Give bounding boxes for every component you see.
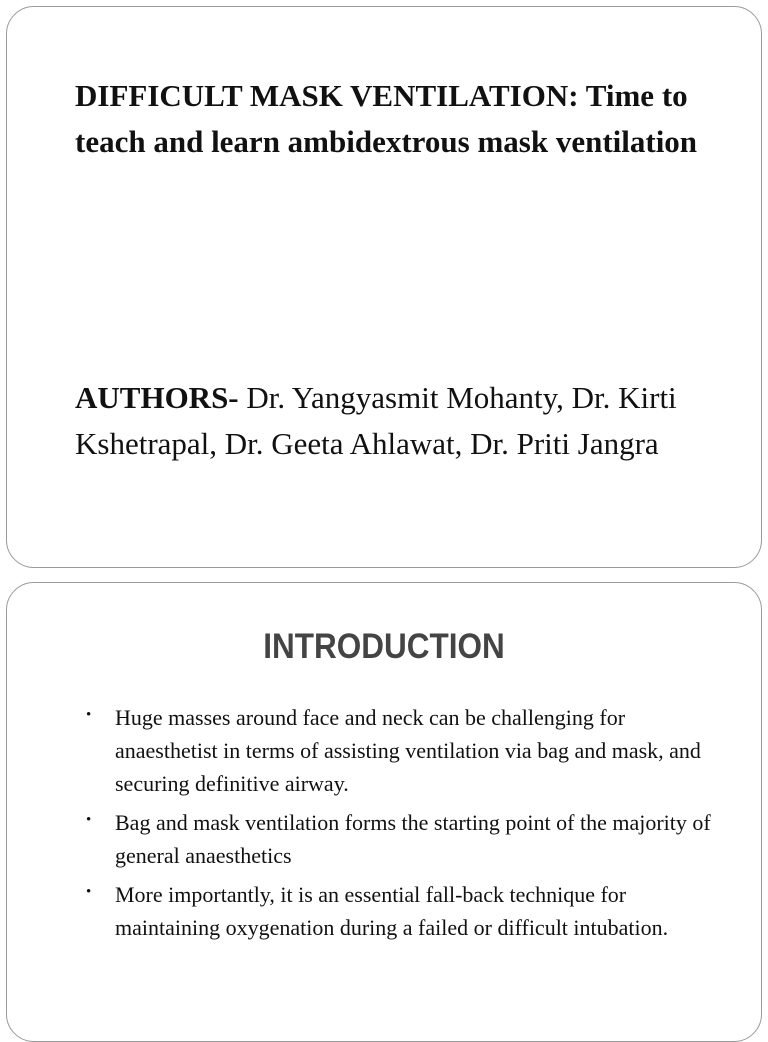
authors-label: AUTHORS- — [75, 380, 239, 415]
slide-title: INTRODUCTION — [263, 627, 505, 666]
presentation-title: DIFFICULT MASK VENTILATION: Time to teach and learn ambidextrous mask ventilation — [75, 78, 698, 159]
authors-names: Dr. Yangyasmit Mohanty, Dr. Kirti Kshetrapal, Dr. Geeta Ahlawat, Dr. Priti Jangra — [75, 380, 677, 461]
bullet-item — [83, 806, 723, 872]
bullet-icon: • — [86, 812, 92, 828]
bullet-text: Huge masses around face and neck can be challenging for anaesthetist in terms of assisting ventilation via bag and mask, and securing definitive airway. — [115, 705, 701, 796]
bullet-text: More importantly, it is an essential fall-back technique for maintaining oxygenation during a failed or difficult intubation. — [115, 882, 669, 940]
bullet-icon: • — [86, 707, 92, 723]
authors-line — [75, 375, 735, 467]
title-slide — [6, 6, 762, 568]
bullet-icon: • — [86, 884, 92, 900]
introduction-slide — [6, 582, 762, 1042]
bullet-list — [83, 701, 723, 950]
bullet-item — [83, 878, 723, 944]
bullet-item — [83, 701, 723, 800]
bullet-text: Bag and mask ventilation forms the starting point of the majority of general anaesthetics — [115, 810, 711, 868]
